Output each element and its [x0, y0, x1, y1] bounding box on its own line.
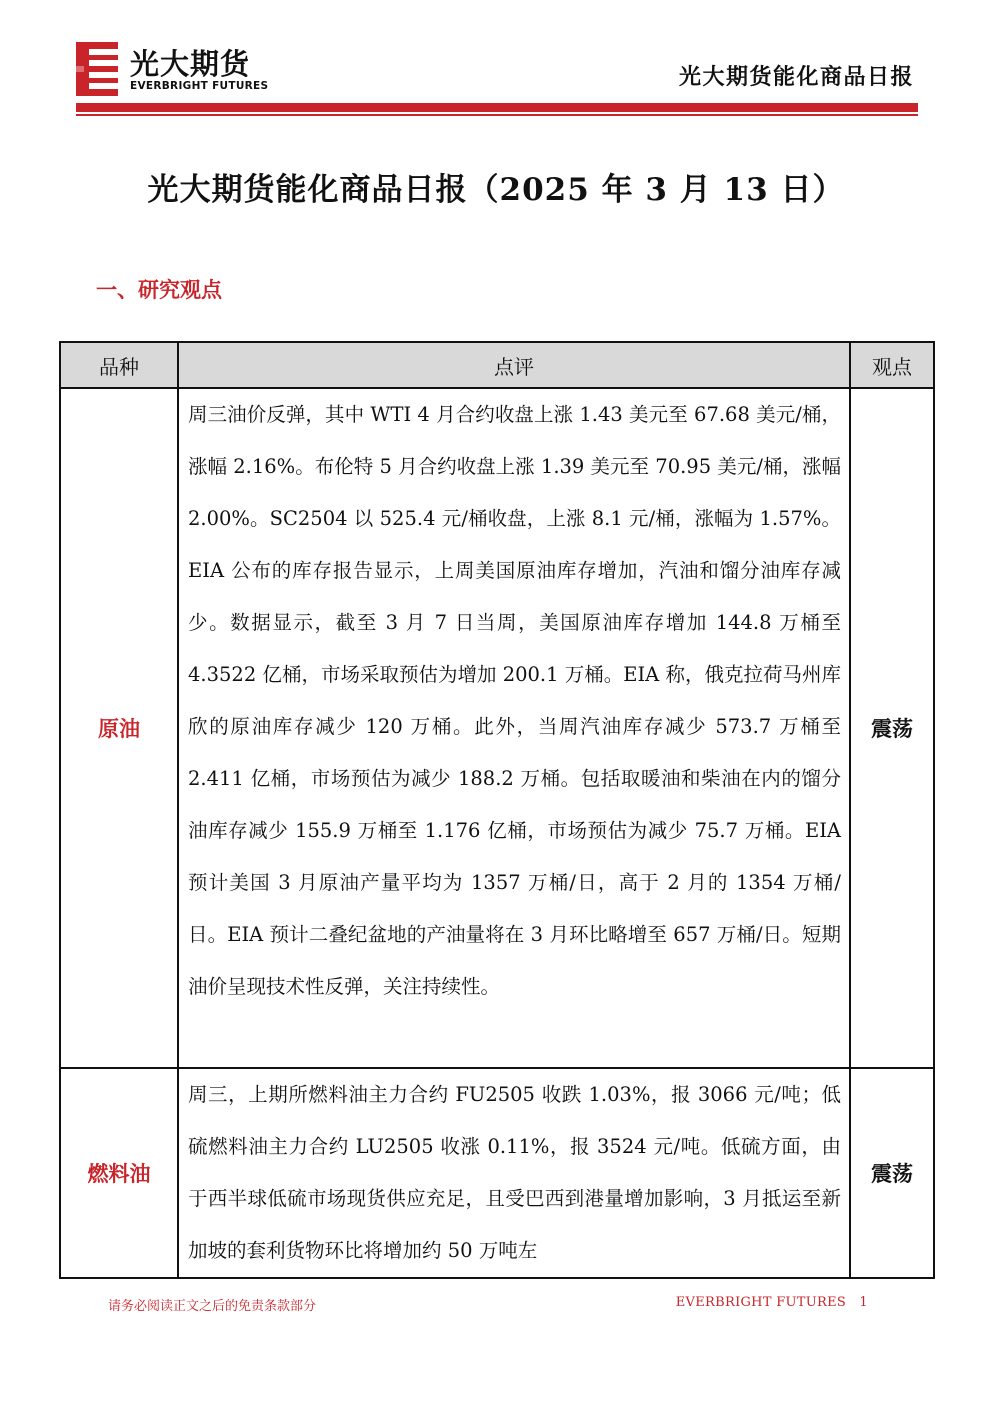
everbright-logo-icon [76, 42, 118, 96]
comment-cell: 周三油价反弹，其中 WTI 4 月合约收盘上涨 1.43 美元至 67.68 美元/桶，涨幅 2.16%。布伦特 5 月合约收盘上涨 1.39 美元至 70.95 美元/桶，涨幅 2.00%。SC2504 以 525.4 元/桶收盘，上涨 8.1 元/桶，涨幅为 1.57%。EIA 公布的库存报告显示，上周美国原油库存增加，汽油和馏分油库存减少。数据显示，截至 3 月 7 日当周，美国原油库存增加 144.8 万桶至 4.3522 亿桶，市场采取预估为增加 200.1 万桶。EIA 称，俄克拉荷马州库欣的原油库存减少 120 万桶。此外，当周汽油库存减少 573.7 万桶至 2.411 亿桶，市场预估为减少 188.2 万桶。包括取暖油和柴油在内的馏分油库存减少 155.9 万桶至 1.176 亿桶，市场预估为减少 75.7 万桶。EIA 预计美国 3 月原油产量平均为 1357 万桶/日，高于 2 月的 1354 万桶/日。EIA 预计二叠纪盆地的产油量将在 3 月环比略增至 657 万桶/日。短期油价呈现技术性反弹，关注持续性。 [178, 388, 850, 1068]
company-logo [76, 40, 286, 100]
footer-brand-page [676, 1295, 868, 1310]
logo-chinese-name: 光大期货 [130, 47, 251, 81]
section-heading: 一、研究观点 [96, 277, 222, 302]
view-cell: 震荡 [850, 388, 934, 1068]
column-header-comment: 点评 [178, 342, 850, 388]
column-header-view: 观点 [850, 342, 934, 388]
table-row-fuel-oil [60, 1068, 934, 1278]
page-number: 1 [859, 1295, 868, 1310]
table-header-row [60, 342, 934, 388]
variety-cell: 原油 [60, 388, 178, 1068]
header-divider-thin [76, 114, 918, 116]
research-view-table [59, 341, 935, 1279]
column-header-variety: 品种 [60, 342, 178, 388]
report-series-name: 光大期货能化商品日报 [678, 64, 914, 90]
header-divider [76, 103, 918, 112]
comment-cell: 周三，上期所燃料油主力合约 FU2505 收跌 1.03%，报 3066 元/吨；低硫燃料油主力合约 LU2505 收涨 0.11%，报 3524 元/吨。低硫方面，由于西半球低硫市场现货供应充足，且受巴西到港量增加影响，3 月抵运至新加坡的套利货物环比将增加约 50 万吨左 [178, 1068, 850, 1278]
footer-brand: EVERBRIGHT FUTURES [675, 1295, 847, 1310]
view-cell: 震荡 [850, 1068, 934, 1278]
footer-disclaimer: 请务必阅读正文之后的免责条款部分 [108, 1299, 317, 1314]
logo-english-name: EVERBRIGHT FUTURES [130, 80, 269, 92]
document-title: 光大期货能化商品日报（2025 年 3 月 13 日） [147, 172, 845, 208]
variety-cell: 燃料油 [60, 1068, 178, 1278]
table-row-crude-oil [60, 388, 934, 1068]
